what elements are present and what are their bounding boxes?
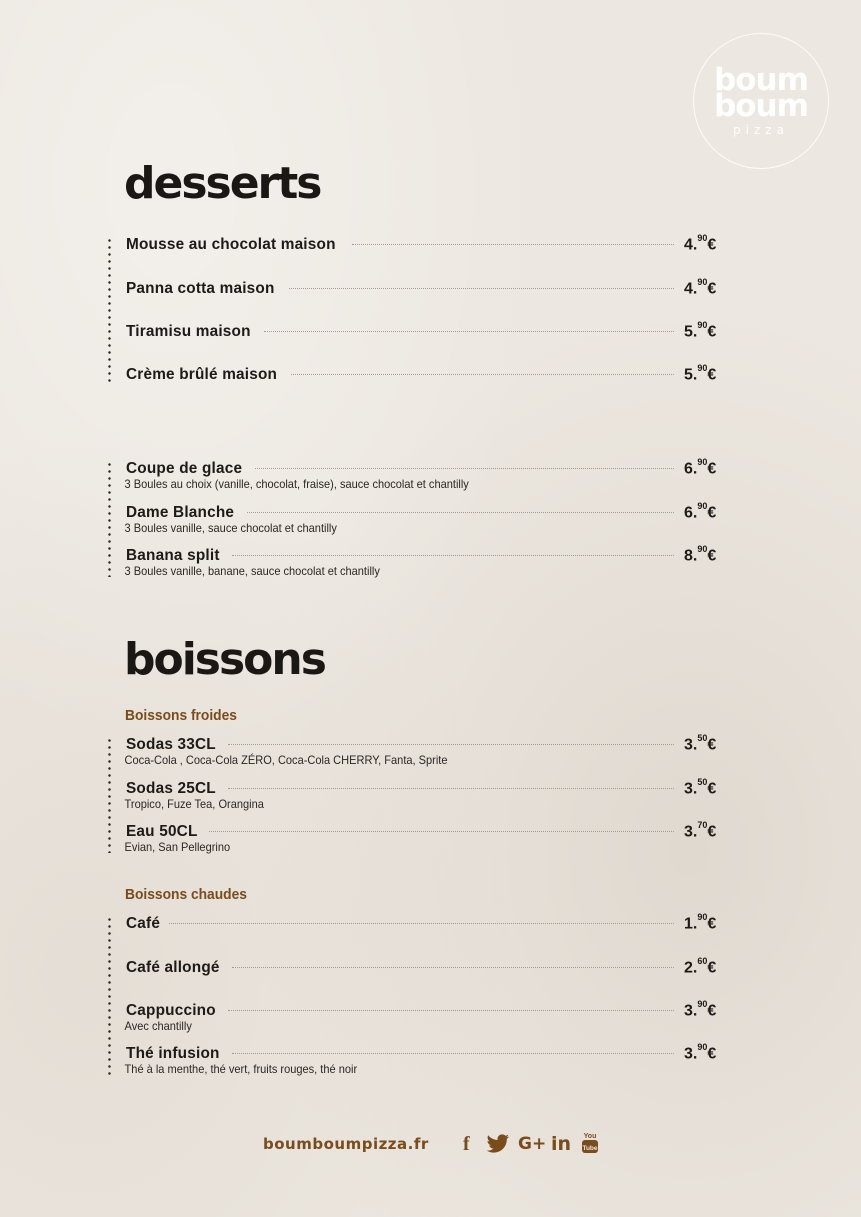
google-plus-icon[interactable]: G+ — [518, 1134, 547, 1154]
boissons-chaudes-subtitle: Boissons chaudes — [125, 886, 247, 903]
menu-item — [108, 459, 728, 491]
dotted-leader — [228, 1010, 674, 1011]
dotted-leader — [352, 244, 674, 245]
dotted-leader — [255, 468, 674, 469]
dotted-leader — [232, 967, 674, 968]
dotted-leader — [228, 744, 674, 745]
item-description: Evian, San Pellegrino — [124, 840, 231, 855]
item-name: Eau 50CL — [126, 823, 198, 841]
logo-line-2: boum — [714, 87, 808, 124]
dotted-leader — [289, 288, 674, 289]
menu-item — [108, 914, 728, 933]
item-name: Dame Blanche — [126, 504, 235, 522]
menu-item — [108, 503, 728, 535]
item-name: Mousse au chocolat maison — [126, 236, 336, 254]
facebook-icon[interactable]: f — [463, 1133, 470, 1155]
twitter-icon[interactable] — [486, 1134, 510, 1158]
item-description: Thé à la menthe, thé vert, fruits rouges, thé noir — [124, 1062, 358, 1077]
boissons-froides-subtitle: Boissons froides — [125, 707, 237, 724]
item-price: 3.90€ — [684, 1042, 717, 1063]
menu-item — [108, 546, 728, 578]
item-name: Cappuccino — [126, 1002, 216, 1020]
item-name: Tiramisu maison — [126, 323, 251, 341]
menu-item — [108, 365, 728, 384]
hot-drinks-list — [108, 914, 728, 1078]
menu-item — [108, 958, 728, 977]
item-price: 4.90€ — [684, 277, 717, 298]
item-price: 6.90€ — [684, 457, 717, 478]
item-price: 1.90€ — [684, 912, 717, 933]
item-price: 4.90€ — [684, 233, 717, 254]
item-description: 3 Boules au choix (vanille, chocolat, fraise), sauce chocolat et chantilly — [124, 477, 469, 492]
item-name: Sodas 25CL — [126, 780, 216, 798]
menu-item — [108, 1044, 728, 1076]
cold-drinks-list — [108, 735, 728, 855]
dotted-leader — [169, 923, 674, 924]
dotted-leader — [247, 512, 674, 513]
item-price: 5.90€ — [684, 320, 717, 341]
item-name: Panna cotta maison — [126, 280, 275, 298]
logo-line-1: boum — [714, 61, 808, 98]
item-price: 2.60€ — [684, 956, 717, 977]
brand-logo — [693, 33, 829, 169]
website-link[interactable]: boumboumpizza.fr — [263, 1135, 429, 1153]
footer — [0, 1133, 861, 1159]
menu-item — [108, 779, 728, 811]
item-price: 3.70€ — [684, 820, 717, 841]
item-name: Café — [126, 915, 161, 933]
item-price: 3.50€ — [684, 777, 717, 798]
dotted-leader — [291, 374, 674, 375]
menu-item — [108, 735, 728, 767]
menu-item — [108, 235, 728, 254]
item-price: 5.90€ — [684, 363, 717, 384]
dotted-leader — [264, 331, 674, 332]
item-price: 3.50€ — [684, 733, 717, 754]
item-name: Café allongé — [126, 959, 220, 977]
logo-line-3: pizza — [733, 123, 789, 138]
svg-text:You: You — [583, 1133, 597, 1140]
item-description: Avec chantilly — [124, 1019, 192, 1034]
item-name: Banana split — [126, 547, 220, 565]
svg-text:Tube: Tube — [582, 1145, 598, 1152]
youtube-icon[interactable] — [581, 1131, 599, 1159]
desserts-title: desserts — [124, 158, 321, 209]
desserts-list — [108, 235, 728, 385]
item-price: 6.90€ — [684, 501, 717, 522]
dotted-leader — [232, 555, 674, 556]
dotted-leader — [228, 788, 674, 789]
boissons-title: boissons — [124, 634, 325, 685]
item-name: Coupe de glace — [126, 460, 243, 478]
item-price: 3.90€ — [684, 999, 717, 1020]
item-name: Sodas 33CL — [126, 736, 216, 754]
menu-item — [108, 1001, 728, 1033]
dotted-leader — [209, 831, 674, 832]
menu-item — [108, 279, 728, 298]
menu-item — [108, 322, 728, 341]
item-description: 3 Boules vanille, banane, sauce chocolat et chantilly — [124, 564, 380, 579]
item-description: Tropico, Fuze Tea, Orangina — [124, 797, 264, 812]
item-name: Crème brûlé maison — [126, 366, 278, 384]
item-price: 8.90€ — [684, 544, 717, 565]
linkedin-icon[interactable]: in — [551, 1133, 572, 1155]
item-description: Coca-Cola , Coca-Cola ZÉRO, Coca-Cola CHERRY, Fanta, Sprite — [124, 753, 448, 768]
ice-cream-list — [108, 459, 728, 579]
menu-item — [108, 822, 728, 854]
item-description: 3 Boules vanille, sauce chocolat et chantilly — [124, 521, 337, 536]
dotted-leader — [232, 1053, 674, 1054]
item-name: Thé infusion — [126, 1045, 220, 1063]
